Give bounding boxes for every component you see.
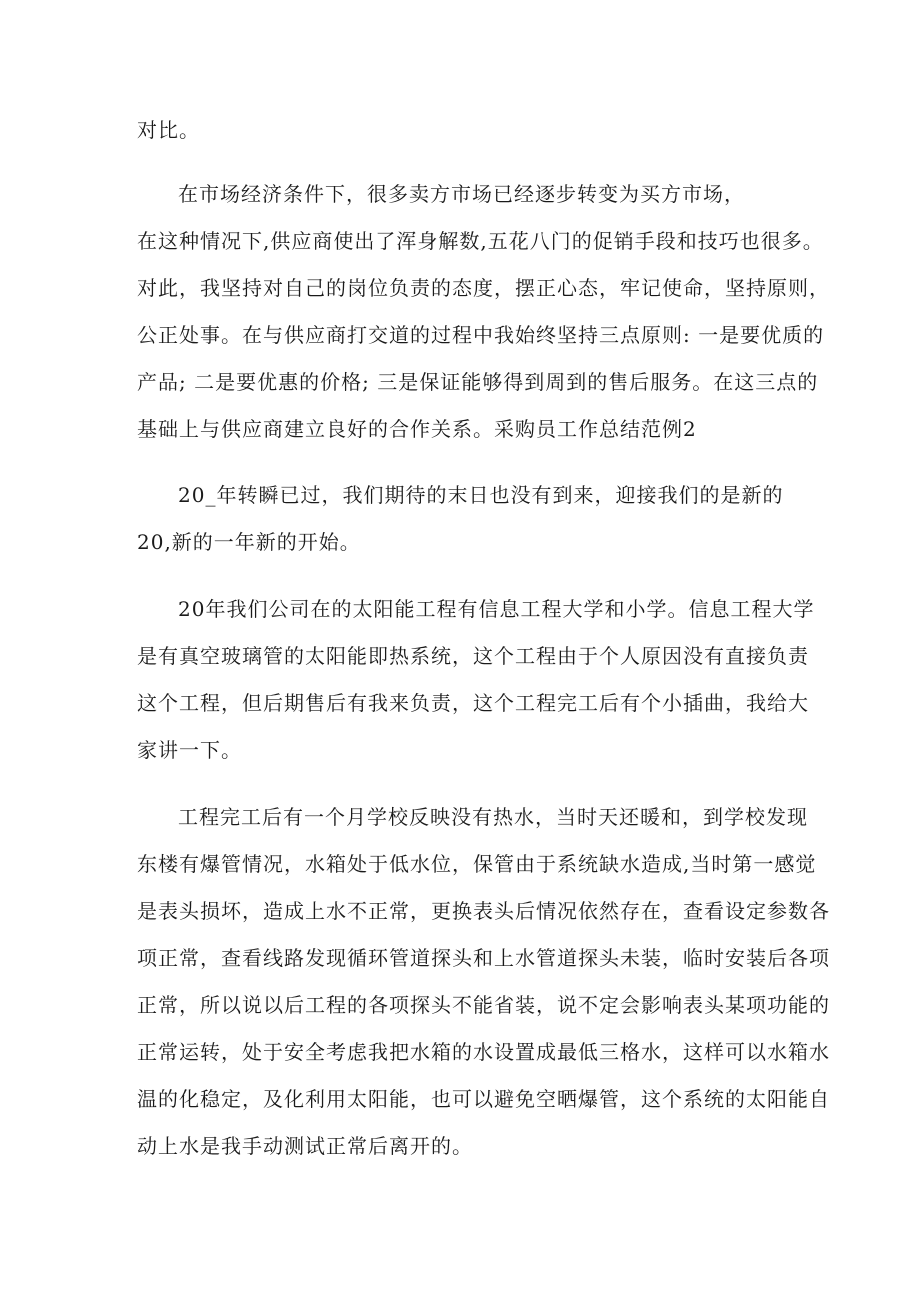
- text-line: 20,新的一年新的开始。: [137, 530, 361, 554]
- text-line: 产品; 二是要优惠的价格; 三是保证能够得到周到的售后服务。在这三点的: [137, 370, 819, 394]
- text-line: 在市场经济条件下，很多卖方市场已经逐步转变为买方市场，: [178, 182, 745, 206]
- text-line: 东楼有爆管情况，水箱处于低水位，保管由于系统缺水造成,当时第一感觉: [137, 852, 817, 876]
- text-line: 20年我们公司在的太阳能工程有信息工程大学和小学。信息工程大学: [178, 597, 815, 621]
- text-line: 动上水是我手动测试正常后离开的。: [137, 1134, 473, 1158]
- text-line: 是有真空玻璃管的太阳能即热系统，这个工程由于个人原因没有直接负责: [137, 644, 809, 668]
- text-line: 正常运转，处于安全考虑我把水箱的水设置成最低三格水，这样可以水箱水: [137, 1040, 830, 1064]
- text-line: 正常，所以说以后工程的各项探头不能省装，说不定会影响表头某项功能的: [137, 993, 830, 1017]
- text-line: 基础上与供应商建立良好的合作关系。采购员工作总结范例2: [137, 417, 697, 441]
- text-line: 项正常，查看线路发现循环管道探头和上水管道探头未装，临时安装后各项: [137, 946, 830, 970]
- text-line: 在这种情况下,供应商使出了浑身解数,五花八门的促销手段和技巧也很多。: [137, 229, 824, 253]
- text-line: 公正处事。在与供应商打交道的过程中我始终坚持三点原则: 一是要优质的: [137, 323, 825, 347]
- text-line: 工程完工后有一个月学校反映没有热水，当时天还暖和，到学校发现: [178, 805, 808, 829]
- text-line: 对此，我坚持对自己的岗位负责的态度，摆正心态，牢记使命，坚持原则，: [137, 276, 830, 300]
- text-line: 家讲一下。: [137, 738, 242, 762]
- text-line: 这个工程，但后期售后有我来负责，这个工程完工后有个小插曲，我给大: [137, 691, 809, 715]
- text-line: 温的化稳定，及化利用太阳能，也可以避免空晒爆管，这个系统的太阳能自: [137, 1087, 830, 1111]
- text-line: 是表头损坏，造成上水不正常，更换表头后情况依然存在，查看设定参数各: [137, 899, 830, 923]
- text-line: 20_年转瞬已过，我们期待的末日也没有到来，迎接我们的是新的: [178, 483, 784, 507]
- text-line: 对比。: [137, 118, 200, 142]
